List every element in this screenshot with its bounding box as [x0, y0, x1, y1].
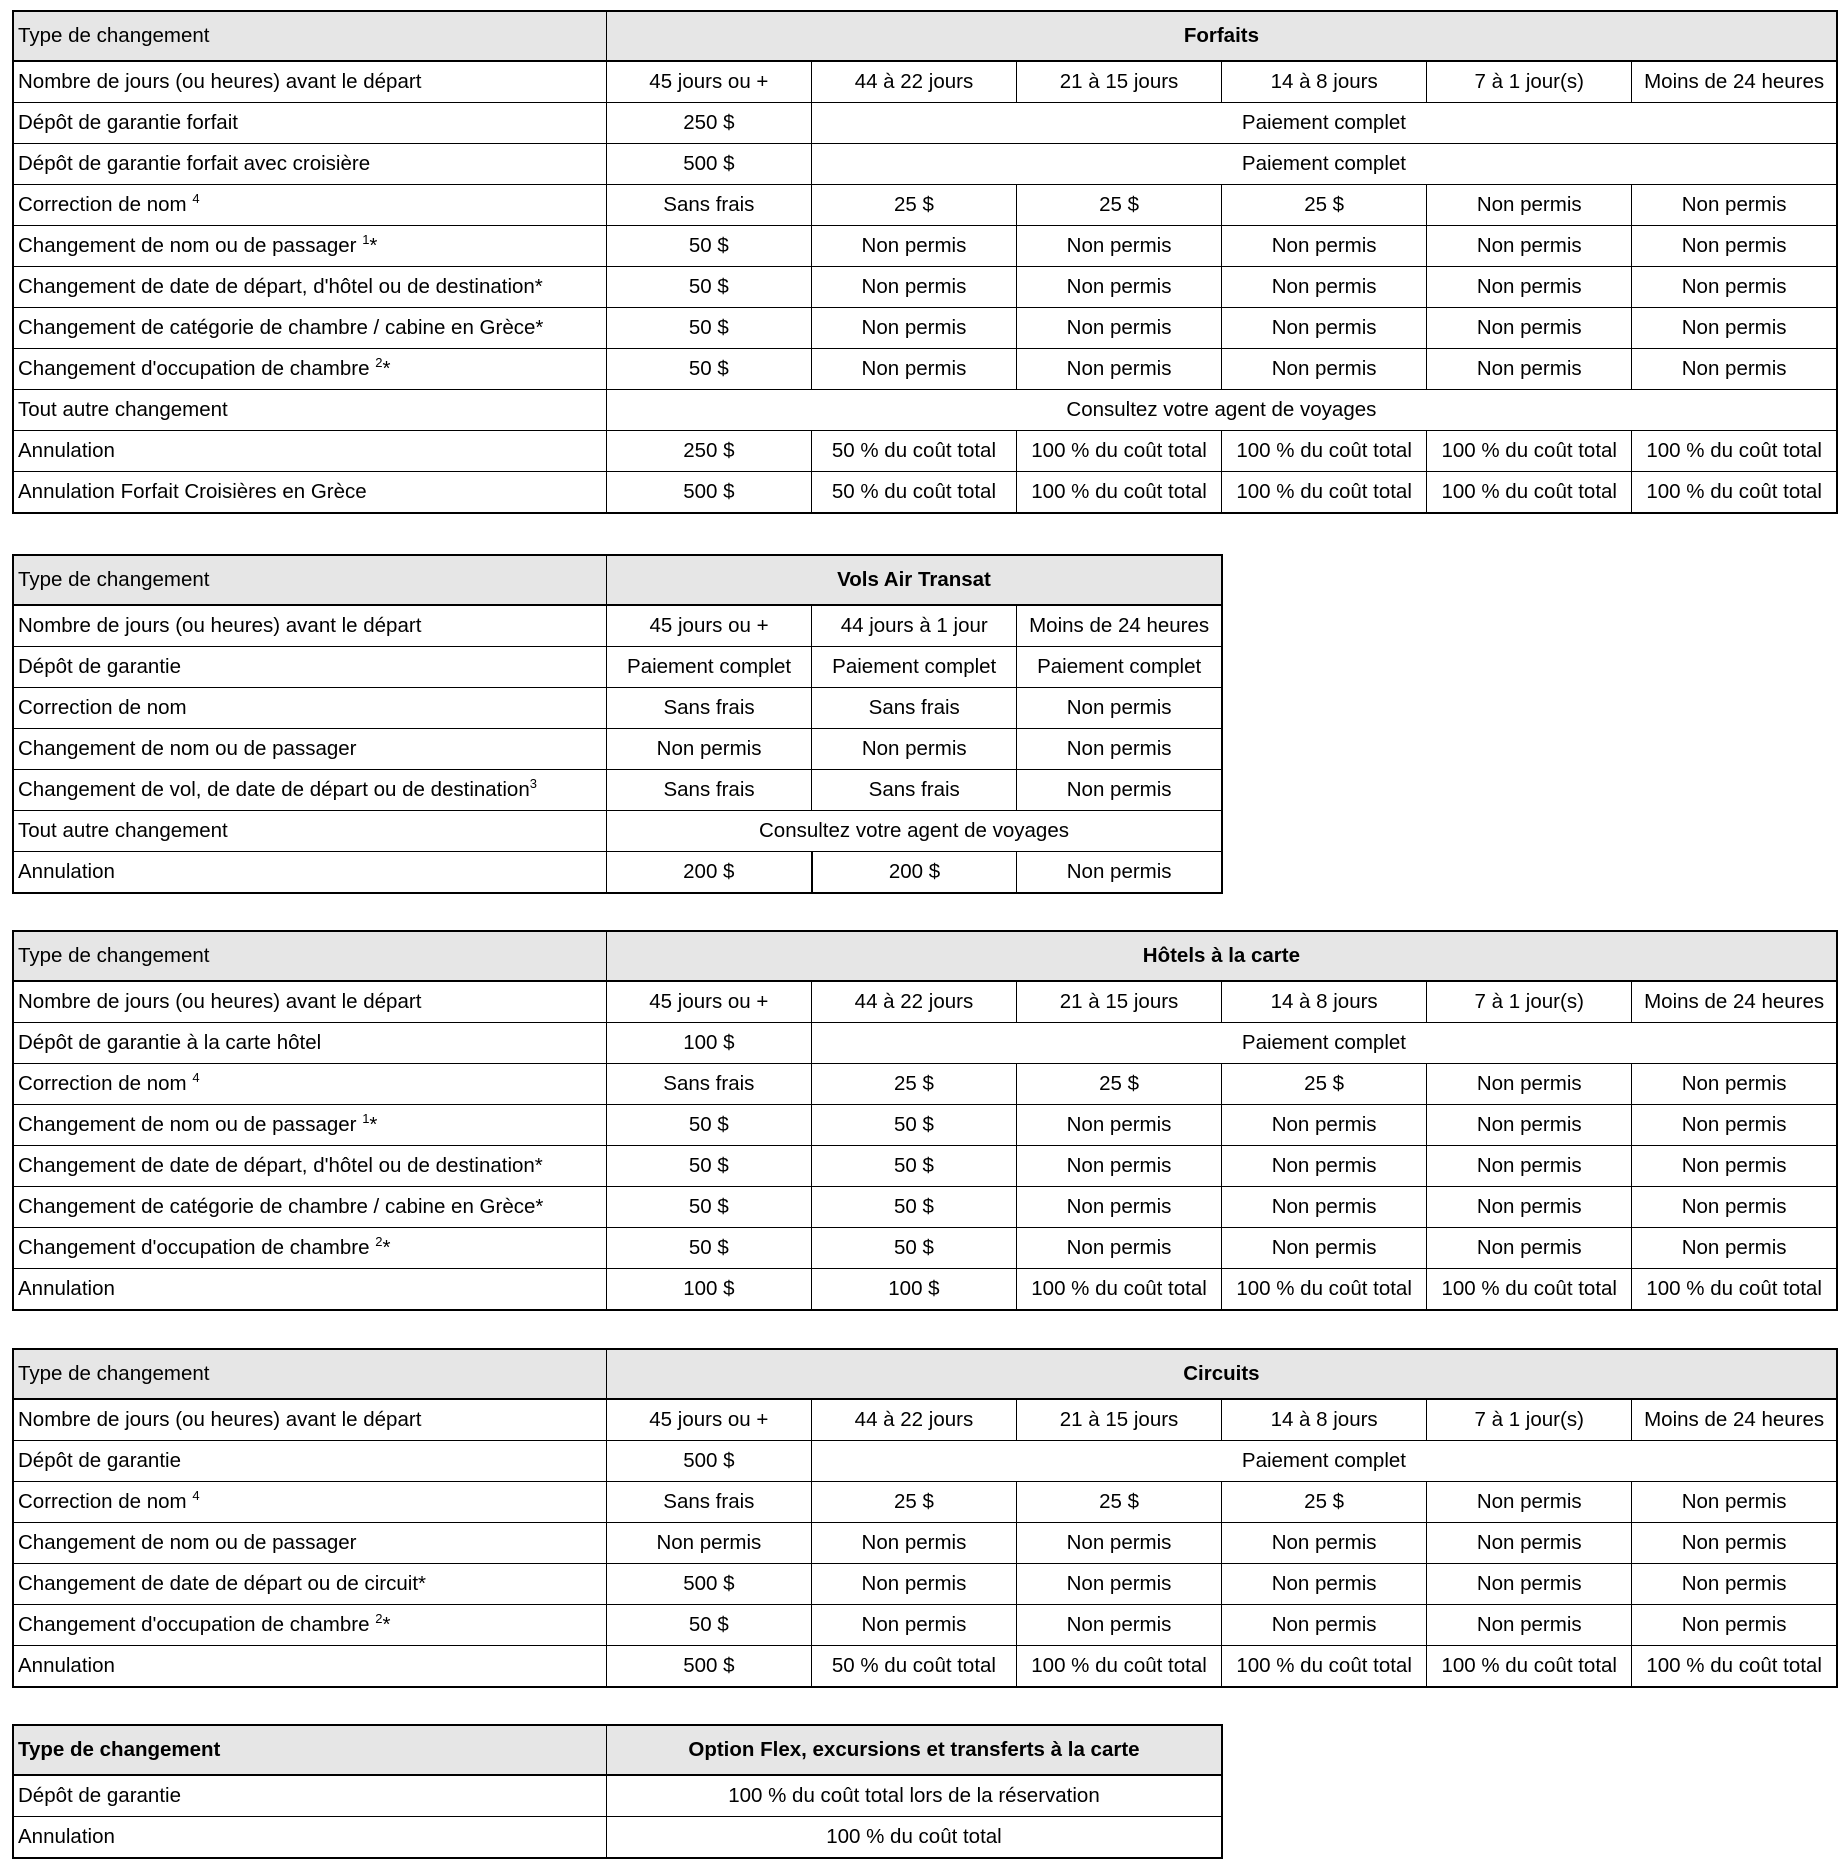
table-row — [13, 1441, 1837, 1482]
row-label: Changement d'occupation de chambre $^2$* — [13, 1605, 606, 1646]
cell: Non permis — [1632, 1105, 1837, 1146]
cell: 100 % du coût total — [1016, 1269, 1221, 1311]
cell: Non permis — [1222, 267, 1427, 308]
table-row — [13, 390, 1837, 431]
cell: 50 % du coût total — [811, 472, 1016, 514]
table-row — [13, 688, 1222, 729]
cell: 100 % du coût total — [1632, 431, 1837, 472]
cell: Non permis — [1632, 226, 1837, 267]
table-hotels-a-la-carte — [12, 930, 1838, 1311]
table-row — [13, 1523, 1837, 1564]
cell: 7 à 1 jour(s) — [1427, 61, 1632, 103]
row-label: Nombre de jours (ou heures) avant le départ — [13, 981, 606, 1023]
footnote-marker: 1 — [362, 1111, 370, 1127]
cell: 50 $ — [606, 226, 811, 267]
cell: Paiement complet — [1017, 647, 1222, 688]
cell: 100 $ — [606, 1269, 811, 1311]
cell: Non permis — [1632, 185, 1837, 226]
cell: Sans frais — [812, 770, 1017, 811]
cell: Non permis — [606, 1523, 811, 1564]
row-label: Tout autre changement — [13, 390, 606, 431]
table-row — [13, 605, 1222, 647]
cell: 14 à 8 jours — [1222, 981, 1427, 1023]
cell: Non permis — [1427, 1564, 1632, 1605]
cell: Non permis — [1017, 226, 1222, 267]
cell: Non permis — [1222, 1523, 1427, 1564]
table-row — [13, 1564, 1837, 1605]
table-row — [13, 472, 1837, 514]
cell: Non permis — [811, 308, 1016, 349]
cell: 25 $ — [1016, 1482, 1221, 1523]
table-row — [13, 103, 1837, 144]
cell: Moins de 24 heures — [1632, 981, 1837, 1023]
row-label: Correction de nom $^4$ — [13, 1482, 606, 1523]
table-row — [13, 61, 1837, 103]
cell: Non permis — [811, 1605, 1016, 1646]
cell: Sans frais — [606, 185, 811, 226]
cell: Non permis — [1427, 1146, 1632, 1187]
table-header-row — [13, 1349, 1837, 1399]
cell: 100 % du coût total — [1222, 472, 1427, 514]
cell: Non permis — [1017, 852, 1222, 894]
table-circuits — [12, 1348, 1838, 1688]
cell: Non permis — [1222, 1146, 1427, 1187]
table-row — [13, 308, 1837, 349]
cell: Non permis — [811, 1564, 1016, 1605]
row-label: Dépôt de garantie forfait avec croisière — [13, 144, 606, 185]
cell: 500 $ — [606, 144, 811, 185]
table-row — [13, 431, 1837, 472]
cell: Non permis — [1632, 1564, 1837, 1605]
row-label: Annulation — [13, 1269, 606, 1311]
cell: 45 jours ou + — [606, 61, 811, 103]
cell: 50 $ — [811, 1228, 1016, 1269]
cell: Non permis — [1427, 1482, 1632, 1523]
table-row — [13, 1775, 1222, 1817]
header-label: Type de changement — [13, 555, 606, 605]
table-row — [13, 981, 1837, 1023]
table-row — [13, 811, 1222, 852]
footnote-marker: 4 — [192, 1488, 200, 1504]
cell: Non permis — [811, 349, 1016, 390]
table-row — [13, 267, 1837, 308]
row-label: Changement de nom ou de passager $^1$* — [13, 226, 606, 267]
cell: 50 $ — [606, 349, 811, 390]
cell: Moins de 24 heures — [1632, 1399, 1837, 1441]
cell: Non permis — [1222, 308, 1427, 349]
cell: 21 à 15 jours — [1016, 1399, 1221, 1441]
cell: Non permis — [1017, 688, 1222, 729]
cell: 21 à 15 jours — [1017, 61, 1222, 103]
cell: Non permis — [1017, 349, 1222, 390]
cell: Non permis — [1427, 1605, 1632, 1646]
cell: 100 % du coût total — [1632, 1646, 1837, 1688]
table-row — [13, 729, 1222, 770]
cell: Sans frais — [606, 1064, 811, 1105]
cell: Non permis — [1632, 308, 1837, 349]
table-row — [13, 349, 1837, 390]
cell: 100 % du coût total — [1427, 1269, 1632, 1311]
cell: Non permis — [1016, 1105, 1221, 1146]
footnote-marker: 1 — [362, 232, 370, 248]
cell: 25 $ — [811, 185, 1016, 226]
cell: 100 % du coût total — [1427, 431, 1632, 472]
cell: Non permis — [1632, 1228, 1837, 1269]
cell: Non permis — [1017, 770, 1222, 811]
header-label: Type de changement — [13, 1725, 606, 1775]
span-cell: Consultez votre agent de voyages — [606, 811, 1222, 852]
cell: Non permis — [1632, 1523, 1837, 1564]
cell: 100 % du coût total — [1016, 1646, 1221, 1688]
cell: 100 % du coût total — [1017, 431, 1222, 472]
cell: Paiement complet — [606, 647, 811, 688]
cell: Non permis — [1427, 1228, 1632, 1269]
table-header-row — [13, 11, 1837, 61]
table-vols-air-transat — [12, 554, 1223, 894]
cell: Non permis — [1222, 226, 1427, 267]
cell: 14 à 8 jours — [1222, 61, 1427, 103]
row-label: Correction de nom $^4$ — [13, 185, 606, 226]
cell: 50 $ — [606, 267, 811, 308]
row-label: Changement de vol, de date de départ ou de destination$^3$ — [13, 770, 606, 811]
cell: Non permis — [1016, 1605, 1221, 1646]
table-row — [13, 1146, 1837, 1187]
table-row — [13, 647, 1222, 688]
cell: Paiement complet — [812, 647, 1017, 688]
cell: Non permis — [811, 267, 1016, 308]
cell: Non permis — [811, 1523, 1016, 1564]
table-title: Hôtels à la carte — [606, 931, 1837, 981]
row-label: Dépôt de garantie forfait — [13, 103, 606, 144]
cell: 25 $ — [1222, 1064, 1427, 1105]
footnote-marker: 4 — [192, 1070, 200, 1086]
cell: Non permis — [1016, 1564, 1221, 1605]
table-row — [13, 852, 1222, 894]
cell: 44 à 22 jours — [811, 1399, 1016, 1441]
cell: 50 $ — [606, 308, 811, 349]
cell: 50 $ — [811, 1187, 1016, 1228]
table-row — [13, 1605, 1837, 1646]
cell: 14 à 8 jours — [1222, 1399, 1427, 1441]
cell: Non permis — [1222, 1105, 1427, 1146]
cell: Non permis — [1017, 267, 1222, 308]
cell: 50 $ — [606, 1187, 811, 1228]
cell: 200 $ — [606, 852, 811, 894]
cell: 44 à 22 jours — [811, 981, 1016, 1023]
cell: Non permis — [1222, 349, 1427, 390]
table-title: Forfaits — [606, 11, 1837, 61]
table-header-row — [13, 555, 1222, 605]
cell: 44 à 22 jours — [811, 61, 1016, 103]
row-label: Annulation — [13, 1646, 606, 1688]
table-row — [13, 1023, 1837, 1064]
table-row — [13, 1399, 1837, 1441]
table-forfaits — [12, 10, 1838, 514]
row-label: Correction de nom — [13, 688, 606, 729]
cell: 45 jours ou + — [606, 605, 811, 647]
cell: Non permis — [1632, 1482, 1837, 1523]
row-label: Correction de nom $^4$ — [13, 1064, 606, 1105]
cell: 100 % du coût total — [1222, 1646, 1427, 1688]
cell: Non permis — [1427, 1523, 1632, 1564]
row-label: Changement de catégorie de chambre / cabine en Grèce* — [13, 1187, 606, 1228]
cell: Non permis — [1632, 1064, 1837, 1105]
row-label: Annulation — [13, 431, 606, 472]
row-label: Changement de date de départ, d'hôtel ou de destination* — [13, 1146, 606, 1187]
cell: Non permis — [1427, 185, 1632, 226]
cell: Non permis — [1632, 1605, 1837, 1646]
table-row — [13, 1228, 1837, 1269]
row-label: Dépôt de garantie — [13, 1441, 606, 1482]
cell: 500 $ — [606, 1646, 811, 1688]
table-option-flex — [12, 1724, 1223, 1859]
footnote-marker: 2 — [375, 1611, 383, 1627]
cell: Moins de 24 heures — [1632, 61, 1837, 103]
cell: 100 % du coût total — [1427, 472, 1632, 514]
span-cell: 100 % du coût total lors de la réservation — [606, 1775, 1222, 1817]
header-label: Type de changement — [13, 931, 606, 981]
row-label: Annulation Forfait Croisières en Grèce — [13, 472, 606, 514]
table-row — [13, 185, 1837, 226]
cell: 500 $ — [606, 472, 811, 514]
cell: 100 % du coût total — [1632, 1269, 1837, 1311]
cell: 50 % du coût total — [811, 431, 1016, 472]
row-label: Nombre de jours (ou heures) avant le départ — [13, 605, 606, 647]
footnote-marker: 3 — [529, 776, 537, 792]
table-title: Option Flex, excursions et transferts à la carte — [606, 1725, 1222, 1775]
cell: Sans frais — [606, 770, 811, 811]
cell: Non permis — [1016, 1523, 1221, 1564]
span-cell: 100 % du coût total — [606, 1817, 1222, 1859]
header-label: Type de changement — [13, 11, 606, 61]
cell: 100 % du coût total — [1222, 431, 1427, 472]
cell: Non permis — [1222, 1187, 1427, 1228]
cell: 100 % du coût total — [1222, 1269, 1427, 1311]
cell: 7 à 1 jour(s) — [1427, 1399, 1632, 1441]
cell: 25 $ — [811, 1064, 1016, 1105]
cell: Non permis — [1222, 1564, 1427, 1605]
cell: 44 jours à 1 jour — [812, 605, 1017, 647]
cell: Moins de 24 heures — [1017, 605, 1222, 647]
span-cell: Paiement complet — [811, 144, 1837, 185]
table-row — [13, 1105, 1837, 1146]
cell: Non permis — [1427, 1187, 1632, 1228]
row-label: Changement de nom ou de passager — [13, 729, 606, 770]
cell: 100 $ — [606, 1023, 811, 1064]
span-cell: Consultez votre agent de voyages — [606, 390, 1837, 431]
cell: 50 $ — [606, 1605, 811, 1646]
cell: Non permis — [1016, 1146, 1221, 1187]
row-label: Changement de nom ou de passager $^1$* — [13, 1105, 606, 1146]
cell: Non permis — [1222, 1228, 1427, 1269]
table-title: Circuits — [606, 1349, 1837, 1399]
cell: Non permis — [1017, 729, 1222, 770]
cell: 25 $ — [1017, 185, 1222, 226]
row-label: Changement d'occupation de chambre $^2$* — [13, 1228, 606, 1269]
cell: 45 jours ou + — [606, 981, 811, 1023]
cell: 500 $ — [606, 1441, 811, 1482]
cell: Non permis — [1632, 267, 1837, 308]
cell: Sans frais — [606, 1482, 811, 1523]
header-label: Type de changement — [13, 1349, 606, 1399]
cell: 50 $ — [606, 1146, 811, 1187]
cell: 100 % du coût total — [1632, 472, 1837, 514]
cell: Non permis — [1427, 308, 1632, 349]
cell: 25 $ — [1222, 185, 1427, 226]
cell: 50 $ — [811, 1105, 1016, 1146]
row-label: Changement d'occupation de chambre $^2$* — [13, 349, 606, 390]
cell: Non permis — [1427, 267, 1632, 308]
table-row — [13, 1646, 1837, 1688]
table-header-row — [13, 1725, 1222, 1775]
cell: Non permis — [1427, 1105, 1632, 1146]
footnote-marker: 2 — [375, 355, 383, 371]
cell: 250 $ — [606, 103, 811, 144]
row-label: Tout autre changement — [13, 811, 606, 852]
cell: 100 % du coût total — [1427, 1646, 1632, 1688]
cell: 25 $ — [1222, 1482, 1427, 1523]
footnote-marker: 2 — [375, 1234, 383, 1250]
cell: Non permis — [1632, 1187, 1837, 1228]
cell: 100 % du coût total — [1017, 472, 1222, 514]
cell: Non permis — [811, 226, 1016, 267]
row-label: Changement de date de départ, d'hôtel ou de destination* — [13, 267, 606, 308]
row-label: Nombre de jours (ou heures) avant le départ — [13, 61, 606, 103]
cell: 50 % du coût total — [811, 1646, 1016, 1688]
cell: 25 $ — [1016, 1064, 1221, 1105]
table-row — [13, 1269, 1837, 1311]
table-title: Vols Air Transat — [606, 555, 1222, 605]
cell: 45 jours ou + — [606, 1399, 811, 1441]
cell: Non permis — [1016, 1187, 1221, 1228]
span-cell: Paiement complet — [811, 1023, 1837, 1064]
cell: 250 $ — [606, 431, 811, 472]
cell: Non permis — [1427, 349, 1632, 390]
cell: Non permis — [1427, 1064, 1632, 1105]
table-row — [13, 1064, 1837, 1105]
row-label: Dépôt de garantie à la carte hôtel — [13, 1023, 606, 1064]
row-label: Nombre de jours (ou heures) avant le départ — [13, 1399, 606, 1441]
table-row — [13, 226, 1837, 267]
cell: Sans frais — [812, 688, 1017, 729]
row-label: Changement de date de départ ou de circuit* — [13, 1564, 606, 1605]
cell: Non permis — [812, 729, 1017, 770]
cell: Non permis — [1632, 1146, 1837, 1187]
cell: 21 à 15 jours — [1016, 981, 1221, 1023]
cell: Non permis — [1017, 308, 1222, 349]
table-row — [13, 1817, 1222, 1859]
span-cell: Paiement complet — [811, 103, 1837, 144]
table-row — [13, 770, 1222, 811]
cell: Non permis — [1632, 349, 1837, 390]
row-label: Dépôt de garantie — [13, 647, 606, 688]
cell: Non permis — [1016, 1228, 1221, 1269]
cell: Non permis — [1427, 226, 1632, 267]
table-row — [13, 1482, 1837, 1523]
row-label: Annulation — [13, 852, 606, 894]
cell: 100 $ — [811, 1269, 1016, 1311]
cell: Sans frais — [606, 688, 811, 729]
row-label: Changement de catégorie de chambre / cabine en Grèce* — [13, 308, 606, 349]
cell: 200 $ — [812, 852, 1017, 894]
cell: Non permis — [1222, 1605, 1427, 1646]
row-label: Dépôt de garantie — [13, 1775, 606, 1817]
cell: 25 $ — [811, 1482, 1016, 1523]
cell: Non permis — [606, 729, 811, 770]
table-row — [13, 1187, 1837, 1228]
row-label: Changement de nom ou de passager — [13, 1523, 606, 1564]
table-row — [13, 144, 1837, 185]
row-label: Annulation — [13, 1817, 606, 1859]
cell: 7 à 1 jour(s) — [1427, 981, 1632, 1023]
span-cell: Paiement complet — [811, 1441, 1837, 1482]
cell: 50 $ — [606, 1105, 811, 1146]
cell: 500 $ — [606, 1564, 811, 1605]
table-header-row — [13, 931, 1837, 981]
cell: 50 $ — [811, 1146, 1016, 1187]
footnote-marker: 4 — [192, 191, 200, 207]
cell: 50 $ — [606, 1228, 811, 1269]
